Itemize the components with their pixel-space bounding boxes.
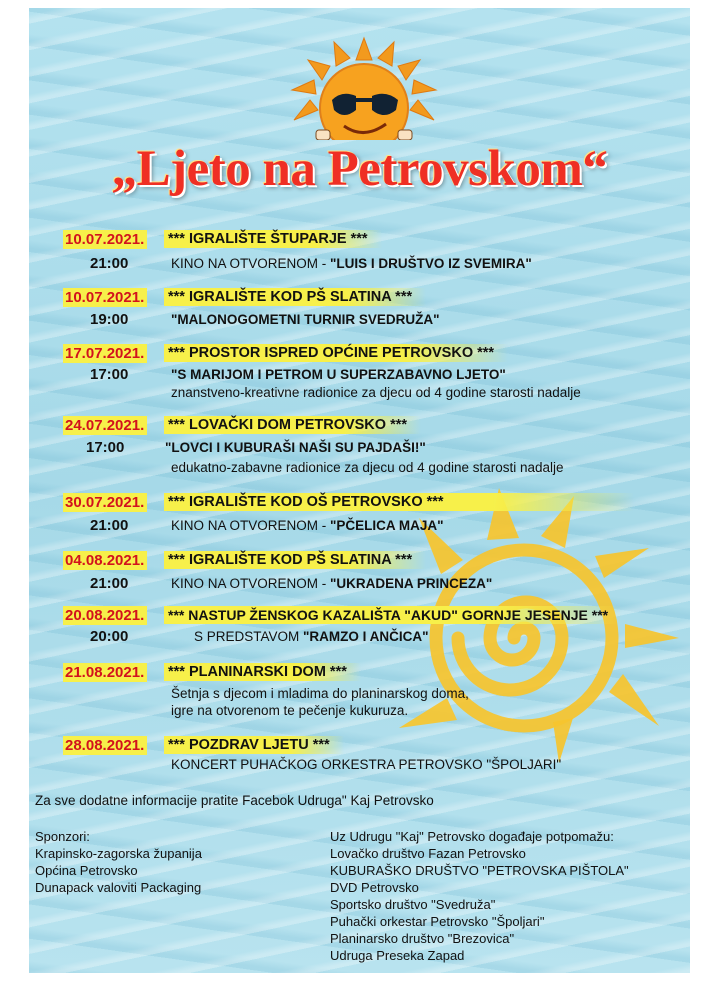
poster bbox=[29, 8, 690, 973]
sponsor-item: Općina Petrovsko bbox=[35, 863, 138, 878]
event-date: 17.07.2021. bbox=[63, 344, 147, 363]
event-location: *** PROSTOR ISPRED OPĆINE PETROVSKO *** bbox=[164, 344, 508, 362]
event-time: 19:00 bbox=[90, 311, 129, 328]
sun-with-sunglasses-icon bbox=[274, 30, 454, 140]
event-description-detail: igre na otvorenom te pečenje kukuruza. bbox=[171, 703, 409, 718]
event-description: KONCERT PUHAČKOG ORKESTRA PETROVSKO "ŠPOLJARI" bbox=[171, 757, 562, 772]
event-description: "LOVCI I KUBURAŠI NAŠI SU PAJDAŠI!" bbox=[165, 440, 426, 455]
event-description: "MALONOGOMETNI TURNIR SVEDRUŽA" bbox=[171, 312, 440, 327]
info-line: Za sve dodatne informacije pratite Facebok Udruga" Kaj Petrovsko bbox=[35, 793, 434, 808]
event-description: "S MARIJOM I PETROM U SUPERZABAVNO LJETO" bbox=[171, 367, 506, 382]
supporter-item: DVD Petrovsko bbox=[330, 880, 419, 895]
supporter-item: Lovačko društvo Fazan Petrovsko bbox=[330, 846, 526, 861]
supporters-heading: Uz Udrugu "Kaj" Petrovsko događaje potpomažu: bbox=[330, 829, 614, 844]
event-date: 21.08.2021. bbox=[63, 663, 147, 682]
event-location: *** IGRALIŠTE KOD OŠ PETROVSKO *** bbox=[164, 493, 634, 511]
event-time: 21:00 bbox=[90, 575, 129, 592]
event-time: 17:00 bbox=[90, 366, 129, 383]
event-location: *** IGRALIŠTE ŠTUPARJE *** bbox=[164, 230, 382, 248]
sponsor-item: Krapinsko-zagorska županija bbox=[35, 846, 202, 861]
event-date: 04.08.2021. bbox=[63, 551, 147, 570]
event-description: Šetnja s djecom i mladima do planinarskog doma, bbox=[171, 686, 469, 701]
event-date: 10.07.2021. bbox=[63, 288, 147, 307]
event-location: *** NASTUP ŽENSKOG KAZALIŠTA "AKUD" GORNJE JESENJE *** bbox=[164, 606, 622, 624]
sponsor-item: Dunapack valoviti Packaging bbox=[35, 880, 202, 895]
supporter-item: KUBURAŠKO DRUŠTVO "PETROVSKA PIŠTOLA" bbox=[330, 863, 629, 878]
event-time: 20:00 bbox=[90, 628, 129, 645]
event-location: *** LOVAČKI DOM PETROVSKO *** bbox=[164, 416, 421, 434]
event-date: 28.08.2021. bbox=[63, 736, 147, 755]
event-time: 21:00 bbox=[90, 255, 129, 272]
event-date: 10.07.2021. bbox=[63, 230, 147, 249]
event-date: 20.08.2021. bbox=[63, 606, 147, 625]
supporter-item: Puhački orkestar Petrovsko "Špoljari" bbox=[330, 914, 545, 929]
event-time: 17:00 bbox=[86, 439, 125, 456]
event-description: S PREDSTAVOM "RAMZO I ANČICA" bbox=[194, 629, 429, 644]
event-date: 24.07.2021. bbox=[63, 416, 147, 435]
supporter-item: Planinarsko društvo "Brezovica" bbox=[330, 931, 515, 946]
poster-title: „Ljeto na Petrovskom“ bbox=[111, 141, 608, 197]
event-description-detail: znanstveno-kreativne radionice za djecu od 4 godine starosti nadalje bbox=[171, 385, 581, 400]
event-description: KINO NA OTVORENOM - "PČELICA MAJA" bbox=[171, 518, 444, 533]
supporter-item: Udruga Preseka Zapad bbox=[330, 948, 465, 963]
event-location: *** POZDRAV LJETU *** bbox=[164, 736, 344, 754]
event-description-detail: edukatno-zabavne radionice za djecu od 4 godine starosti nadalje bbox=[171, 460, 564, 475]
sponsors-heading: Sponzori: bbox=[35, 829, 90, 844]
event-location: *** IGRALIŠTE KOD PŠ SLATINA *** bbox=[164, 288, 426, 306]
supporter-item: Sportsko društvo "Svedruža" bbox=[330, 897, 496, 912]
event-location: *** PLANINARSKI DOM *** bbox=[164, 663, 361, 681]
event-location: *** IGRALIŠTE KOD PŠ SLATINA *** bbox=[164, 551, 426, 569]
event-description: KINO NA OTVORENOM - "LUIS I DRUŠTVO IZ SVEMIRA" bbox=[171, 256, 532, 271]
event-time: 21:00 bbox=[90, 517, 129, 534]
event-date: 30.07.2021. bbox=[63, 493, 147, 512]
event-description: KINO NA OTVORENOM - "UKRADENA PRINCEZA" bbox=[171, 576, 493, 591]
